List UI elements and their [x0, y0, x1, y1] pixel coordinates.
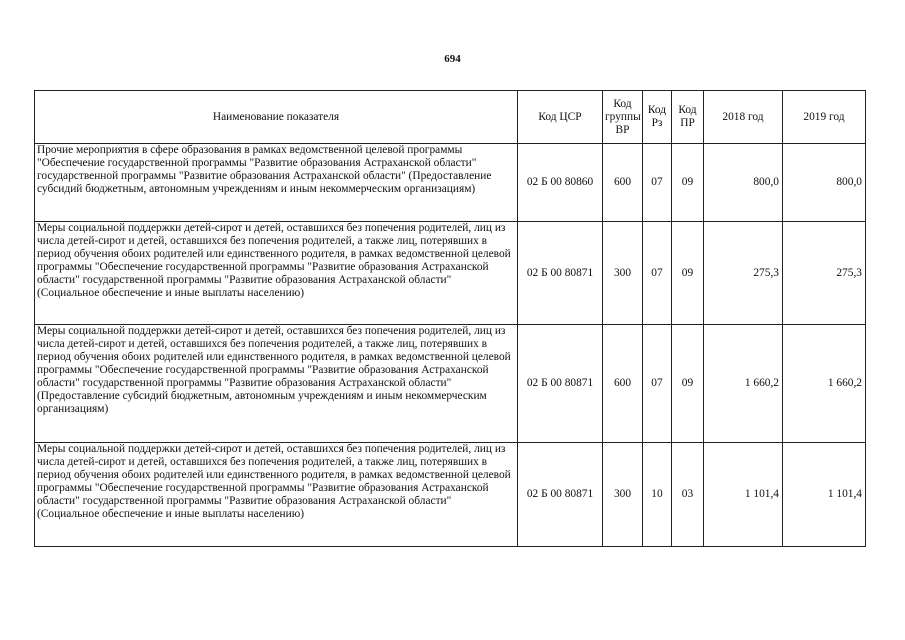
- header-name: Наименование показателя: [35, 91, 518, 144]
- cell-name: Прочие мероприятия в сфере образования в рамках ведомственной целевой программы "Обеспечение государственной программы "Развитие образования Астраханской области" государственной программы "Развитие образования Астраханской области" (Предоставление субсидий бюджетным, автономным учреждениям и иным некоммерческим организациям): [35, 144, 518, 222]
- cell-vr: 300: [603, 443, 643, 547]
- cell-csr: 02 Б 00 80860: [518, 144, 603, 222]
- cell-rz: 07: [643, 222, 672, 325]
- cell-pr: 03: [672, 443, 704, 547]
- cell-rz: 07: [643, 144, 672, 222]
- cell-2018: 800,0: [704, 144, 783, 222]
- cell-2018: 275,3: [704, 222, 783, 325]
- page-number: 694: [444, 53, 461, 65]
- cell-rz: 10: [643, 443, 672, 547]
- cell-2019: 275,3: [783, 222, 866, 325]
- header-pr: Код ПР: [672, 91, 704, 144]
- header-vr: Код группы ВР: [603, 91, 643, 144]
- cell-pr: 09: [672, 325, 704, 443]
- cell-name: Меры социальной поддержки детей-сирот и детей, оставшихся без попечения родителей, лиц из числа детей-сирот и детей, оставшихся без попечения родителей, а также лиц, потерявших в период обучения обоих родителей или единственного родителя, в рамках ведомственной целевой программы "Обеспечение государственной программы "Развитие образования Астраханской области" государственной программы "Развитие образования Астраханской области" (Социальное обеспечение и иные выплаты населению): [35, 222, 518, 325]
- cell-csr: 02 Б 00 80871: [518, 443, 603, 547]
- cell-rz: 07: [643, 325, 672, 443]
- budget-table: [34, 90, 866, 547]
- cell-vr: 300: [603, 222, 643, 325]
- cell-csr: 02 Б 00 80871: [518, 222, 603, 325]
- cell-vr: 600: [603, 325, 643, 443]
- cell-2019: 800,0: [783, 144, 866, 222]
- cell-vr: 600: [603, 144, 643, 222]
- cell-pr: 09: [672, 222, 704, 325]
- cell-csr: 02 Б 00 80871: [518, 325, 603, 443]
- header-2019: 2019 год: [783, 91, 866, 144]
- table-row: [35, 443, 866, 547]
- header-2018: 2018 год: [704, 91, 783, 144]
- table-row: [35, 144, 866, 222]
- table-header-row: [35, 91, 866, 144]
- cell-2019: 1 660,2: [783, 325, 866, 443]
- header-rz: Код Рз: [643, 91, 672, 144]
- table-row: [35, 222, 866, 325]
- cell-2019: 1 101,4: [783, 443, 866, 547]
- cell-2018: 1 101,4: [704, 443, 783, 547]
- header-csr: Код ЦСР: [518, 91, 603, 144]
- table-row: [35, 325, 866, 443]
- cell-pr: 09: [672, 144, 704, 222]
- cell-name: Меры социальной поддержки детей-сирот и детей, оставшихся без попечения родителей, лиц из числа детей-сирот и детей, оставшихся без попечения родителей, а также лиц, потерявших в период обучения обоих родителей или единственного родителя, в рамках ведомственной целевой программы "Обеспечение государственной программы "Развитие образования Астраханской области" государственной программы "Развитие образования Астраханской области" (Социальное обеспечение и иные выплаты населению): [35, 443, 518, 547]
- cell-name: Меры социальной поддержки детей-сирот и детей, оставшихся без попечения родителей, лиц из числа детей-сирот и детей, оставшихся без попечения родителей, а также лиц, потерявших в период обучения обоих родителей или единственного родителя, в рамках ведомственной целевой программы "Обеспечение государственной программы "Развитие образования Астраханской области" государственной программы "Развитие образования Астраханской области" (Предоставление субсидий бюджетным, автономным учреждениям и иным некоммерческим организациям): [35, 325, 518, 443]
- cell-2018: 1 660,2: [704, 325, 783, 443]
